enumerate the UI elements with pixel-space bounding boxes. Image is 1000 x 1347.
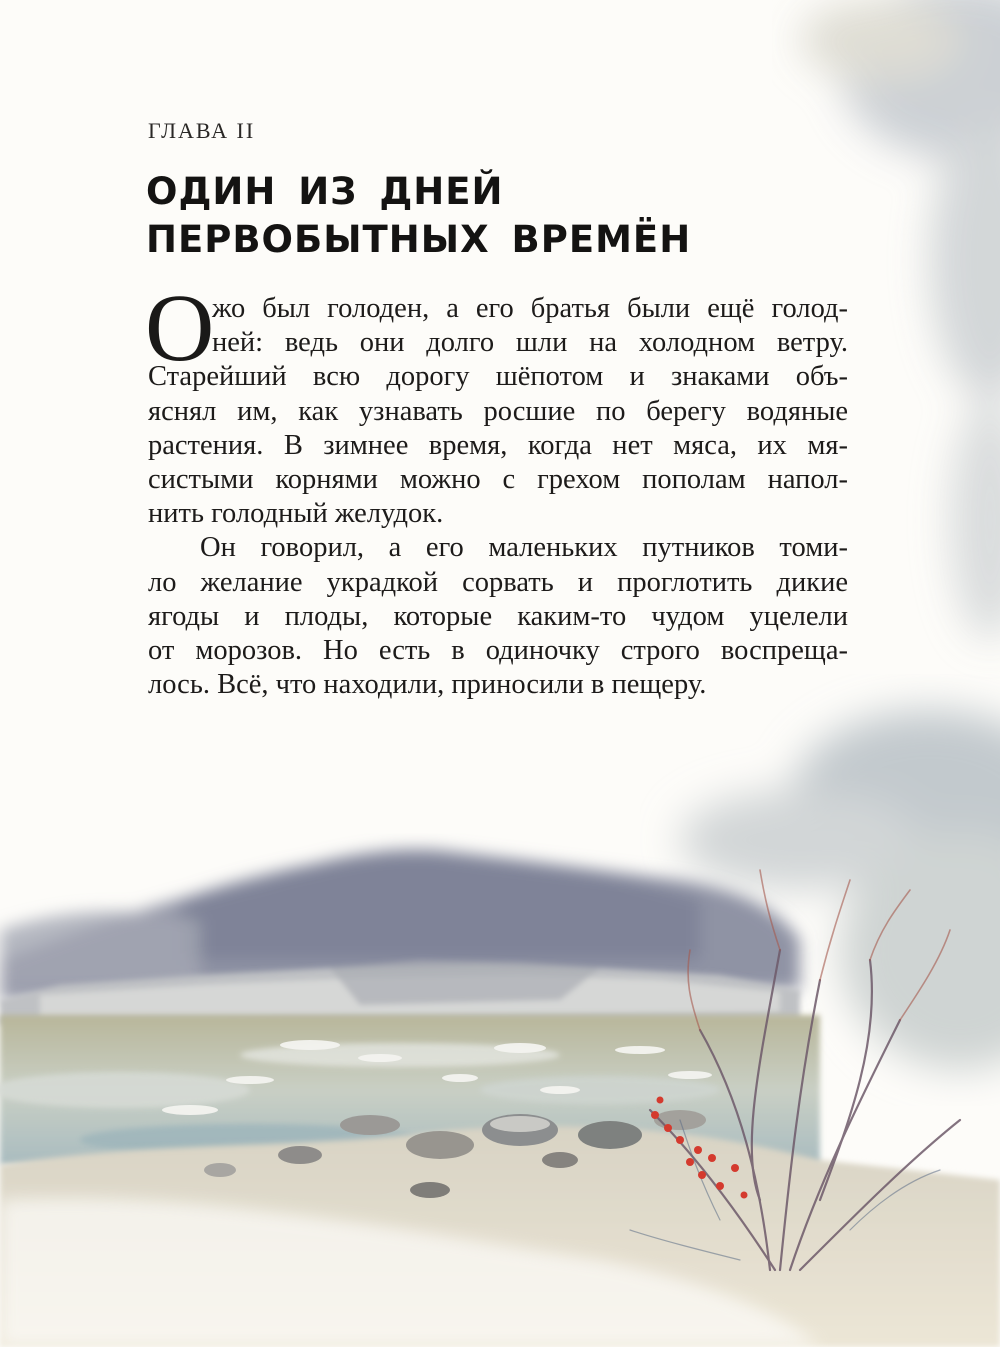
text-line: ней: ведь они долго шли на холодном ветру. — [212, 327, 848, 359]
chapter-title-line-2: ПЕРВОБЫТНЫХ ВРЕМЁН — [146, 218, 692, 261]
drop-cap: О — [145, 274, 215, 381]
text-line: лось. Всё, что находили, приносили в пещеру. — [148, 669, 707, 701]
text-line: жо был голоден, а его братья были ещё голод- — [212, 293, 848, 324]
text-line: от морозов. Но есть в одиночку строго воспреща- — [148, 634, 848, 666]
text-line: растения. В зимнее время, когда нет мяса, их мя- — [148, 429, 848, 461]
chapter-title-line-1: ОДИН ИЗ ДНЕЙ — [146, 170, 504, 213]
text-line: Старейший всю дорогу шёпотом и знаками объ- — [148, 361, 848, 393]
chapter-title — [146, 168, 766, 264]
text-line: Он говорил, а его маленьких путников томи- — [200, 532, 848, 564]
text-line: нить голодный желудок. — [148, 498, 444, 530]
text-line: систыми корнями можно с грехом пополам напол- — [148, 463, 848, 495]
chapter-label: ГЛАВА II — [148, 118, 256, 143]
text-line: ягоды и плоды, которые каким-то чудом уцелели — [148, 600, 848, 632]
text-line: яснял им, как узнавать росшие по берегу водяные — [148, 395, 848, 427]
body-text — [148, 292, 848, 702]
text-line: ло желание украдкой сорвать и проглотить дикие — [148, 566, 848, 598]
